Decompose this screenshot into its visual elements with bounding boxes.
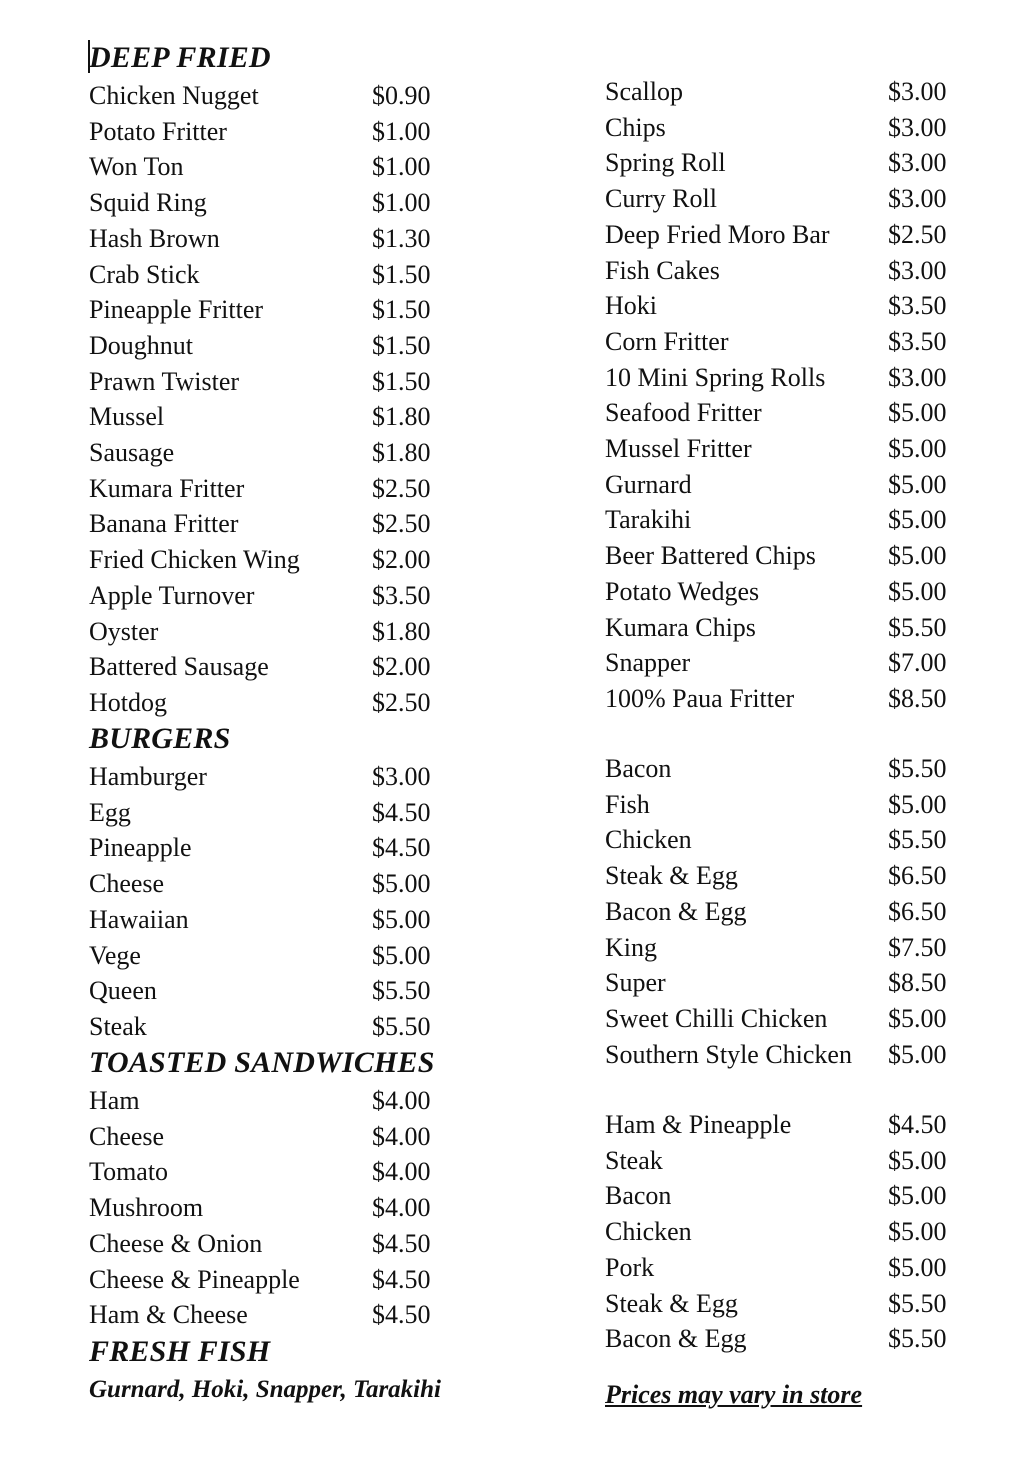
menu-item-name: Fish xyxy=(605,789,650,819)
menu-item-name: Fried Chicken Wing xyxy=(89,545,300,575)
menu-item-price: $2.50 xyxy=(372,473,431,503)
menu-item-name: Kumara Fritter xyxy=(89,473,245,503)
menu-item-name: Bacon xyxy=(605,1181,672,1211)
menu-item-price: $2.50 xyxy=(372,687,431,717)
menu-item-price: $4.00 xyxy=(372,1121,431,1151)
menu-item-name: Chips xyxy=(605,112,666,142)
menu-item-price: $3.00 xyxy=(888,184,947,214)
menu-item-name: Mushroom xyxy=(89,1193,204,1223)
menu-item-name: Tomato xyxy=(89,1157,169,1187)
menu-item-name: Hash Brown xyxy=(89,223,220,253)
menu-item-name: Bacon xyxy=(605,754,672,783)
menu-item-price: $1.00 xyxy=(372,116,431,146)
menu-item-price: $5.00 xyxy=(888,1181,947,1211)
menu-item-name: Steak & Egg xyxy=(605,1288,738,1318)
menu-item-name: Pork xyxy=(605,1252,655,1282)
menu-item-price: $5.00 xyxy=(888,1039,947,1069)
menu-item-price: $3.00 xyxy=(372,762,431,791)
menu-item-price: $7.50 xyxy=(888,932,947,962)
menu-item-price: $1.00 xyxy=(372,188,431,218)
menu-item-name: Spring Roll xyxy=(605,148,726,178)
menu-item-price: $0.90 xyxy=(372,81,431,110)
menu-item-price: $1.50 xyxy=(372,295,431,325)
menu-item-price: $1.80 xyxy=(372,616,431,646)
menu-item-price: $5.50 xyxy=(888,754,947,783)
menu-item-price: $1.00 xyxy=(372,152,431,182)
menu-item-price: $5.50 xyxy=(372,976,431,1006)
menu-item-price: $3.50 xyxy=(888,326,947,356)
menu-item-name: Bacon & Egg xyxy=(605,896,747,926)
menu-item-name: Cheese xyxy=(89,869,165,899)
menu-item-name: Chicken xyxy=(605,825,692,855)
menu-item-name: Battered Sausage xyxy=(89,652,269,682)
menu-item-name: Cheese xyxy=(89,1121,165,1151)
menu-item-price: $6.50 xyxy=(888,861,947,891)
menu-item-price: $5.50 xyxy=(372,1011,431,1041)
menu-item-name: Prawn Twister xyxy=(89,366,240,396)
menu-item-price: $5.00 xyxy=(888,1145,947,1175)
menu-item-name: Banana Fritter xyxy=(89,509,239,539)
menu-item-price: $6.50 xyxy=(888,896,947,926)
menu-item-price: $4.00 xyxy=(372,1193,431,1223)
menu-item-name: Steak xyxy=(89,1011,147,1041)
menu-item-name: Seafood Fritter xyxy=(605,398,762,428)
menu-item-name: 10 Mini Spring Rolls xyxy=(605,362,826,392)
menu-item-name: Fish Cakes xyxy=(605,255,720,285)
menu-item-name: Pineapple xyxy=(89,833,192,863)
menu-item-name: Chicken xyxy=(605,1217,692,1247)
menu-item-name: Southern Style Chicken xyxy=(605,1039,852,1069)
menu-item-name: Squid Ring xyxy=(89,188,207,218)
menu-item-name: Hawaiian xyxy=(89,904,189,934)
menu-item-price: $5.00 xyxy=(888,1217,947,1247)
menu-item-price: $5.00 xyxy=(888,398,947,428)
menu-item-name: Steak xyxy=(605,1145,663,1175)
menu-item-price: $2.50 xyxy=(372,509,431,539)
menu-item-name: Oyster xyxy=(89,616,159,646)
menu-item-name: Egg xyxy=(89,797,131,827)
menu-item-price: $3.00 xyxy=(888,255,947,285)
menu-item-price: $4.50 xyxy=(372,1264,431,1294)
menu-item-price: $5.00 xyxy=(888,434,947,463)
menu-item-price: $5.00 xyxy=(888,541,947,571)
menu-item-name: Cheese & Pineapple xyxy=(89,1264,300,1294)
fresh-fish-heading: FRESH FISH xyxy=(89,1335,271,1368)
menu-item-name: Kumara Chips xyxy=(605,612,756,642)
menu-item-name: Bacon & Egg xyxy=(605,1324,747,1354)
price-notice: Prices may vary in store xyxy=(605,1380,863,1409)
menu-item-price: $3.00 xyxy=(888,112,947,142)
menu-item-price: $5.00 xyxy=(372,869,431,899)
menu-item-price: $1.50 xyxy=(372,366,431,396)
menu-item-name: Crab Stick xyxy=(89,259,200,289)
fresh-fish-list: Gurnard, Hoki, Snapper, Tarakihi xyxy=(89,1376,441,1403)
menu-item-price: $5.00 xyxy=(372,904,431,934)
menu-item-price: $5.00 xyxy=(888,1003,947,1033)
menu-item-name: Hamburger xyxy=(89,762,207,791)
menu-item-price: $2.50 xyxy=(888,219,947,249)
menu-item-price: $5.50 xyxy=(888,825,947,855)
menu-item-price: $8.50 xyxy=(888,683,947,713)
menu-item-price: $3.50 xyxy=(372,580,431,610)
menu-item-price: $5.50 xyxy=(888,1288,947,1318)
menu-item-price: $3.00 xyxy=(888,77,947,106)
menu-item-price: $3.00 xyxy=(888,148,947,178)
menu-item-price: $4.50 xyxy=(372,1300,431,1330)
menu-item-name: Potato Wedges xyxy=(605,576,760,606)
menu-item-name: Doughnut xyxy=(89,330,193,360)
menu-item-name: Curry Roll xyxy=(605,184,717,214)
menu-item-price: $4.00 xyxy=(372,1157,431,1187)
menu-item-price: $5.00 xyxy=(888,576,947,606)
menu-item-price: $1.30 xyxy=(372,223,431,253)
menu-item-price: $5.00 xyxy=(888,505,947,535)
menu-item-name: Ham & Cheese xyxy=(89,1300,248,1330)
menu-item-name: Ham xyxy=(89,1086,140,1115)
menu-item-name: Cheese & Onion xyxy=(89,1228,263,1258)
menu-item-price: $5.00 xyxy=(888,789,947,819)
menu-item-price: $1.80 xyxy=(372,402,431,432)
menu-item-name: Beer Battered Chips xyxy=(605,541,816,571)
menu-item-name: Vege xyxy=(89,940,141,970)
menu-item-name: Apple Turnover xyxy=(89,580,255,610)
menu-item-name: 100% Paua Fritter xyxy=(605,683,795,713)
deep-fried-heading: DEEP FRIED xyxy=(89,41,271,74)
menu-item-price: $5.50 xyxy=(888,612,947,642)
menu-item-price: $7.00 xyxy=(888,648,947,678)
menu-item-name: Mussel Fritter xyxy=(605,434,752,463)
menu-item-price: $4.50 xyxy=(888,1110,947,1139)
menu-item-name: Pineapple Fritter xyxy=(89,295,264,325)
menu-item-name: Ham & Pineapple xyxy=(605,1110,792,1139)
menu-item-name: Sweet Chilli Chicken xyxy=(605,1003,828,1033)
menu-item-price: $4.00 xyxy=(372,1086,431,1115)
menu-item-name: Mussel xyxy=(89,402,165,432)
menu-item-name: Won Ton xyxy=(89,152,184,182)
menu-item-name: Hotdog xyxy=(89,687,167,717)
menu-item-price: $2.00 xyxy=(372,545,431,575)
menu-item-price: $5.00 xyxy=(372,940,431,970)
menu-item-price: $1.50 xyxy=(372,259,431,289)
menu-item-name: Sausage xyxy=(89,438,175,467)
menu-item-price: $5.50 xyxy=(888,1324,947,1354)
menu-item-name: Scallop xyxy=(605,77,683,106)
menu-item-name: Tarakihi xyxy=(605,505,692,535)
menu-item-price: $5.00 xyxy=(888,469,947,499)
menu-item-price: $3.50 xyxy=(888,291,947,321)
menu-item-price: $4.50 xyxy=(372,797,431,827)
menu-item-price: $4.50 xyxy=(372,1228,431,1258)
menu-item-price: $8.50 xyxy=(888,968,947,998)
menu-item-price: $3.00 xyxy=(888,362,947,392)
menu-item-name: Gurnard xyxy=(605,469,692,499)
burgers-heading: BURGERS xyxy=(89,722,231,755)
menu-item-name: Queen xyxy=(89,976,157,1006)
menu-item-name: Deep Fried Moro Bar xyxy=(605,219,830,249)
menu-item-name: Corn Fritter xyxy=(605,326,729,356)
menu-item-price: $1.50 xyxy=(372,330,431,360)
menu-item-price: $2.00 xyxy=(372,652,431,682)
menu-item-name: Chicken Nugget xyxy=(89,81,259,110)
toasted-sandwiches-heading: TOASTED SANDWICHES xyxy=(89,1046,435,1079)
menu-item-name: Steak & Egg xyxy=(605,861,738,891)
menu-item-price: $4.50 xyxy=(372,833,431,863)
menu-item-name: Potato Fritter xyxy=(89,116,227,146)
menu-item-price: $5.00 xyxy=(888,1252,947,1282)
menu-item-name: Hoki xyxy=(605,291,657,321)
menu-item-name: Super xyxy=(605,968,666,998)
menu-item-name: Snapper xyxy=(605,648,691,678)
menu-item-price: $1.80 xyxy=(372,438,431,467)
menu-item-name: King xyxy=(605,932,657,962)
